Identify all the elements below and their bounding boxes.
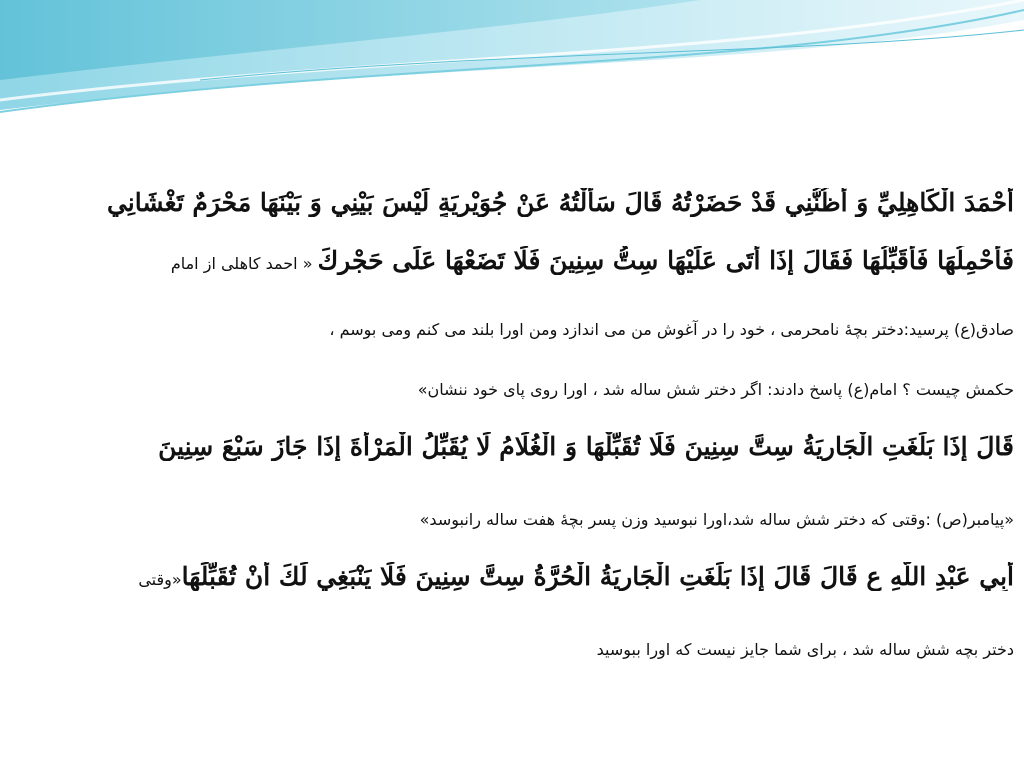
arabic-line-1: أَحْمَدَ الْكَاهِلِيِّ وَ أَظُنُّنِي قَدْ حَضَرْتُهُ قَالَ سَأَلْتُهُ عَنْ جُوَيْرِيَةٍ لَيْسَ بَيْنِي وَ بَيْنَهَا مَحْرَمٌ تَغْشَانِي [106,188,1014,217]
arabic-line-7: أَبِي عَبْدِ اللَّهِ ع قَالَ قَالَ إِذَا بَلَغَتِ الْجَارِيَةُ الْحُرَّةُ سِتَّ سِنِينَ فَلَا يَنْبَغِي لَكَ أَنْ تُقَبِّلَهَا«وقتی [138,562,1014,591]
arabic-line-2: فَأَحْمِلُهَا فَأُقَبِّلُهَا فَقَالَ إِذَا أَتَى عَلَيْهَا سِتُّ سِنِينَ فَلَا تَضَعْهَا عَلَى حَجْرِكَ « احمد کاهلی از امام [170,246,1014,275]
persian-line-8: دختر بچه شش ساله شد ، برای شما جایز نیست که اورا ببوسید [596,640,1014,659]
arabic-line-5: قَالَ إِذَا بَلَغَتِ الْجَارِيَةُ سِتَّ سِنِينَ فَلَا تُقَبِّلْهَا وَ الْغُلَامُ لَا يُقَبِّلُ الْمَرْأَةَ إِذَا جَازَ سَبْعَ سِنِينَ [158,432,1014,461]
persian-line-3: صادق(ع) پرسید:دختر بچۀ نامحرمی ، خود را در آغوش من می اندازد ومن اورا بلند می کنم ومی بوسم ، [329,320,1014,339]
header-swoosh-decoration [0,0,1024,130]
persian-line-4: حکمش چیست ؟ امام(ع) پاسخ دادند: اگر دختر شش ساله شد ، اورا روی پای خود ننشان» [417,380,1014,399]
persian-line-6: «پیامبر(ص) :وقتی که دختر شش ساله شد،اورا نبوسید وزن پسر بچۀ هفت ساله رانبوسد» [419,510,1014,529]
